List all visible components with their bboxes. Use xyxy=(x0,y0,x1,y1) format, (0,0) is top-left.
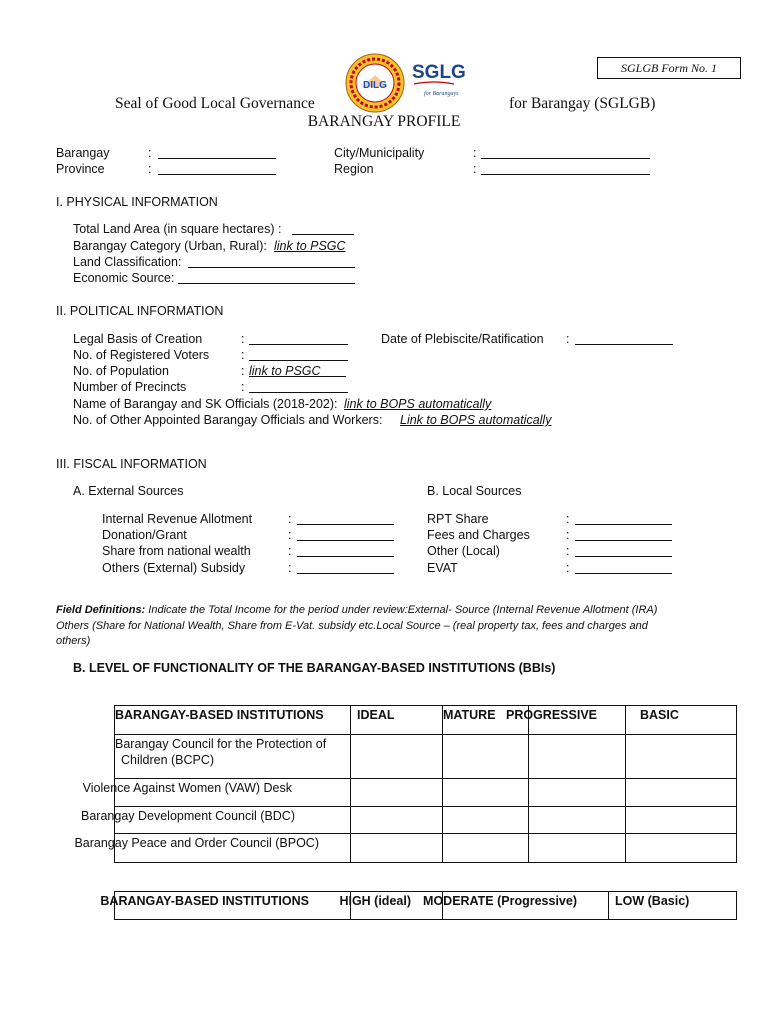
local-colon: : xyxy=(566,512,570,526)
col-header-low: LOW (Basic) xyxy=(609,892,737,920)
land-area-label: Total Land Area (in square hectares) : xyxy=(73,222,282,236)
population-underline xyxy=(320,365,346,377)
local-evat-field[interactable] xyxy=(575,562,672,574)
local-fees-field[interactable] xyxy=(575,529,672,541)
basic-cell[interactable] xyxy=(626,834,737,863)
basic-cell[interactable] xyxy=(626,807,737,834)
province-field[interactable] xyxy=(158,163,276,175)
field-definitions xyxy=(56,604,657,616)
province-colon: : xyxy=(148,162,152,176)
population-psgc-link[interactable]: link to PSGC xyxy=(249,364,321,378)
external-colon: : xyxy=(288,544,292,558)
city-colon: : xyxy=(473,146,477,160)
external-colon: : xyxy=(288,561,292,575)
bbi-functionality-table xyxy=(74,705,737,863)
officials-label: Name of Barangay and SK Officials (2018-202): xyxy=(73,397,338,411)
progressive-cell[interactable] xyxy=(529,779,626,807)
mature-cell[interactable] xyxy=(443,807,529,834)
field-definitions-line3: others) xyxy=(56,635,91,647)
voters-colon: : xyxy=(241,348,245,362)
political-heading: II. POLITICAL INFORMATION xyxy=(56,304,224,318)
col-header-mature: MATURE xyxy=(443,706,529,735)
ideal-cell[interactable] xyxy=(351,834,443,863)
external-donation-field[interactable] xyxy=(297,529,394,541)
legal-basis-colon: : xyxy=(241,332,245,346)
table-row xyxy=(115,807,737,834)
local-item: Other (Local) xyxy=(427,544,500,558)
plebiscite-field[interactable] xyxy=(575,333,673,345)
col-header-institutions: BARANGAY-BASED INSTITUTIONS xyxy=(115,892,351,920)
physical-heading: I. PHYSICAL INFORMATION xyxy=(56,195,218,209)
population-colon: : xyxy=(241,364,245,378)
field-definitions-line2: Others (Share for National Wealth, Share from E-Vat. subsidy etc.Local Source – (real property tax, fees and charges and xyxy=(56,620,648,632)
local-item: Fees and Charges xyxy=(427,528,530,542)
local-colon: : xyxy=(566,544,570,558)
svg-text:for Barangays: for Barangays xyxy=(424,91,459,97)
svg-text:DILG: DILG xyxy=(363,80,387,91)
col-header-ideal: IDEAL xyxy=(351,706,443,735)
form-number-box xyxy=(597,57,741,79)
local-item: RPT Share xyxy=(427,512,489,526)
field-definitions-line1: Indicate the Total Income for the period under review:External- Source (Internal Revenue Allotment (IRA) xyxy=(145,604,658,616)
land-class-label: Land Classification: xyxy=(73,255,182,269)
title-left: Seal of Good Local Governance xyxy=(115,95,315,112)
col-header-basic: BASIC xyxy=(626,706,737,735)
ideal-cell[interactable] xyxy=(351,779,443,807)
region-field[interactable] xyxy=(481,163,650,175)
progressive-cell[interactable] xyxy=(529,735,626,779)
bbi-level-table xyxy=(100,891,737,920)
category-psgc-link[interactable]: link to PSGC xyxy=(274,239,346,253)
progressive-cell[interactable] xyxy=(529,834,626,863)
category-label: Barangay Category (Urban, Rural): xyxy=(73,239,267,253)
city-label: City/Municipality xyxy=(334,146,425,160)
bbi-name-cell: Barangay Development Council (BDC) xyxy=(115,807,351,834)
bbi-name-cell: Barangay Peace and Order Council (BPOC) xyxy=(115,834,351,863)
form-number: SGLGB Form No. 1 xyxy=(620,60,717,75)
appointed-label: No. of Other Appointed Barangay Officials and Workers: xyxy=(73,413,383,427)
voters-field[interactable] xyxy=(249,349,348,361)
table-row xyxy=(115,779,737,807)
precincts-field[interactable] xyxy=(249,381,348,393)
external-ira-field[interactable] xyxy=(297,513,394,525)
table-header-row xyxy=(115,892,737,920)
local-colon: : xyxy=(566,561,570,575)
page-title: BARANGAY PROFILE xyxy=(307,113,461,130)
dilg-seal-logo xyxy=(345,53,405,113)
appointed-bops-link[interactable]: Link to BOPS automatically xyxy=(400,413,552,427)
voters-label: No. of Registered Voters xyxy=(73,348,210,362)
basic-cell[interactable] xyxy=(626,735,737,779)
basic-cell[interactable] xyxy=(626,779,737,807)
city-field[interactable] xyxy=(481,147,650,159)
mature-cell[interactable] xyxy=(443,779,529,807)
col-header-institutions: BARANGAY-BASED INSTITUTIONS xyxy=(115,706,351,735)
external-item: Share from national wealth xyxy=(102,544,251,558)
col-header-high: HIGH (ideal) xyxy=(351,892,443,920)
local-other-field[interactable] xyxy=(575,545,672,557)
local-colon: : xyxy=(566,528,570,542)
economic-field[interactable] xyxy=(178,272,355,284)
ideal-cell[interactable] xyxy=(351,807,443,834)
region-colon: : xyxy=(473,162,477,176)
external-colon: : xyxy=(288,528,292,542)
local-item: EVAT xyxy=(427,561,458,575)
external-item: Donation/Grant xyxy=(102,528,187,542)
bbi-name-cell: Violence Against Women (VAW) Desk xyxy=(115,779,351,807)
province-label: Province xyxy=(56,162,105,176)
fiscal-heading: III. FISCAL INFORMATION xyxy=(56,457,207,471)
external-sources-heading: A. External Sources xyxy=(73,484,184,498)
mature-cell[interactable] xyxy=(443,735,529,779)
plebiscite-colon: : xyxy=(566,332,570,346)
external-wealth-field[interactable] xyxy=(297,545,394,557)
precincts-label: Number of Precincts xyxy=(73,380,187,394)
barangay-colon: : xyxy=(148,146,152,160)
col-header-moderate: MODERATE (Progressive) xyxy=(443,892,609,920)
title-right: for Barangay (SGLGB) xyxy=(509,95,656,112)
col-header-progressive: PROGRESSIVE xyxy=(529,706,626,735)
external-item: Others (External) Subsidy xyxy=(102,561,246,575)
barangay-field[interactable] xyxy=(158,147,276,159)
local-sources-heading: B. Local Sources xyxy=(427,484,522,498)
field-definitions-label: Field Definitions: xyxy=(56,604,146,616)
bbi-heading: B. LEVEL OF FUNCTIONALITY OF THE BARANGAY-BASED INSTITUTIONS (BBIs) xyxy=(73,661,556,675)
ideal-cell[interactable] xyxy=(351,735,443,779)
progressive-cell[interactable] xyxy=(529,807,626,834)
land-class-field[interactable] xyxy=(188,256,355,268)
officials-bops-link[interactable]: link to BOPS automatically xyxy=(344,397,492,411)
external-item: Internal Revenue Allotment xyxy=(102,512,253,526)
external-colon: : xyxy=(288,512,292,526)
legal-basis-label: Legal Basis of Creation xyxy=(73,332,203,346)
barangay-label: Barangay xyxy=(56,146,110,160)
population-label: No. of Population xyxy=(73,364,169,378)
mature-cell[interactable] xyxy=(443,834,529,863)
region-label: Region xyxy=(334,162,374,176)
land-area-field[interactable] xyxy=(292,223,354,235)
precincts-colon: : xyxy=(241,380,245,394)
plebiscite-label: Date of Plebiscite/Ratification xyxy=(381,332,544,346)
table-row xyxy=(115,834,737,863)
external-subsidy-field[interactable] xyxy=(297,562,394,574)
sglg-logo xyxy=(410,58,466,100)
economic-label: Economic Source: xyxy=(73,271,175,285)
bbi-name-cell: Barangay Council for the Protection of Children (BCPC) xyxy=(115,735,351,779)
svg-text:SGLG: SGLG xyxy=(412,62,466,83)
legal-basis-field[interactable] xyxy=(249,333,348,345)
local-rpt-field[interactable] xyxy=(575,513,672,525)
table-header-row xyxy=(115,706,737,735)
table-row xyxy=(115,735,737,779)
